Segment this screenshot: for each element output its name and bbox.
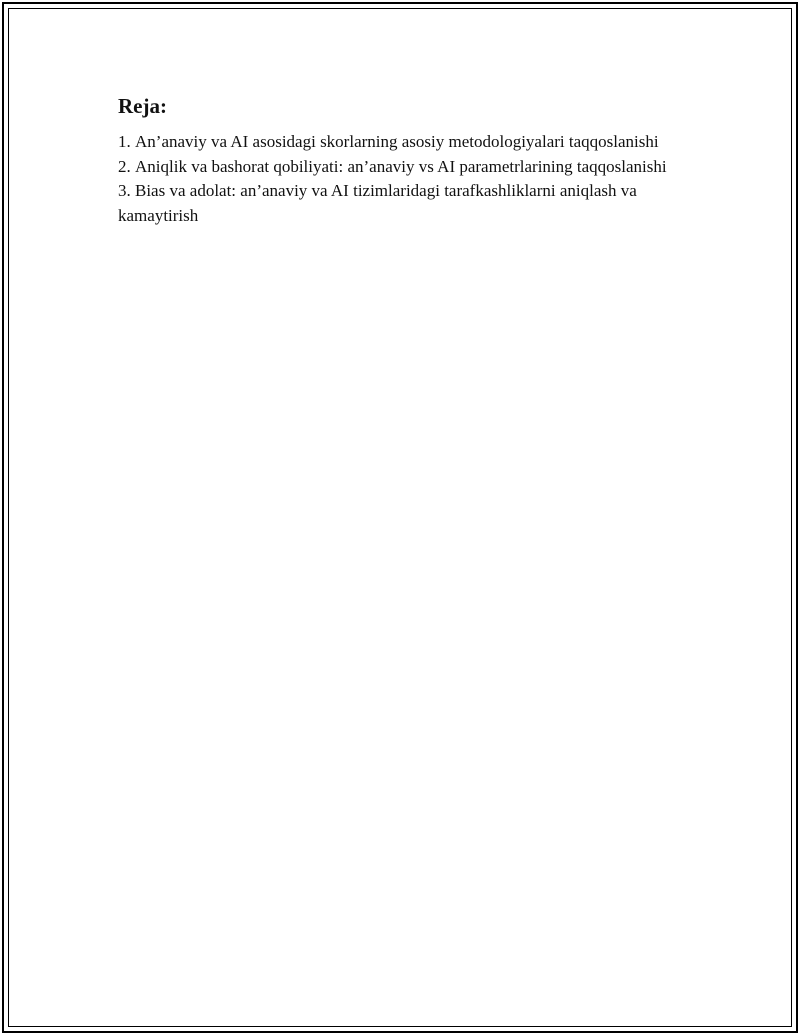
- plan-item-text: Aniqlik va bashorat qobiliyati: an’anaviy vs AI parametrlarining taqqoslanishi: [135, 156, 667, 176]
- document-content: [118, 92, 688, 228]
- plan-item: [118, 179, 688, 228]
- plan-item-text: An’anaviy va AI asosidagi skorlarning asosiy metodologiyalari taqqoslanishi: [135, 132, 659, 151]
- plan-item-text: Bias va adolat: an’anaviy va AI tizimlaridagi tarafkashliklarni aniqlash va kamaytirish: [118, 181, 637, 225]
- plan-list: [118, 130, 688, 228]
- plan-item-number: 2.: [118, 156, 131, 176]
- plan-item: [118, 130, 688, 155]
- plan-item-number: 3.: [118, 181, 131, 200]
- plan-heading: Reja:: [118, 94, 167, 118]
- plan-item-number: 1.: [118, 132, 131, 151]
- plan-item: [118, 155, 688, 180]
